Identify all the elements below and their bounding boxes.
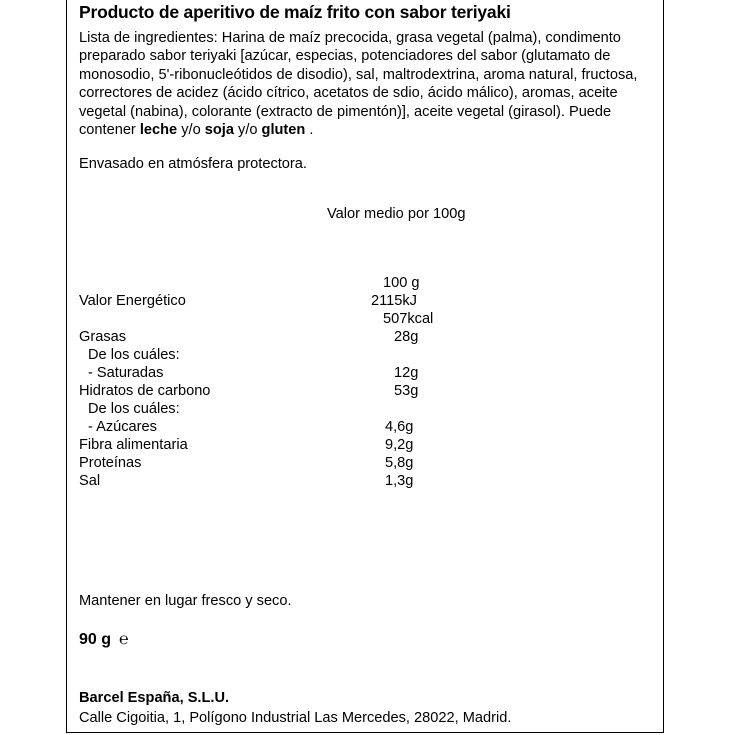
carbs-value: 53g xyxy=(394,383,419,399)
allergen-separator: y/o xyxy=(177,122,205,139)
nutrition-column-header: 100 g xyxy=(383,275,420,291)
fat-value: 28g xyxy=(394,329,419,345)
sugars-label: - Azúcares xyxy=(88,419,157,435)
energy-kj-value: 2115kJ xyxy=(371,293,417,309)
packaging-note: Envasado en atmósfera protectora. xyxy=(79,156,307,172)
ingredients-list xyxy=(79,29,659,139)
protein-value: 5,8g xyxy=(385,455,414,471)
product-title: Producto de aperitivo de maíz frito con sabor teriyaki xyxy=(79,2,511,22)
energy-kcal-value: 507kcal xyxy=(383,311,434,327)
energy-label: Valor Energético xyxy=(79,293,186,309)
fiber-value: 9,2g xyxy=(385,437,414,453)
salt-label: Sal xyxy=(79,473,101,489)
saturated-label: - Saturadas xyxy=(88,365,164,381)
nutrition-header: Valor medio por 100g xyxy=(327,206,466,222)
allergen-separator: y/o xyxy=(233,122,262,139)
carbs-label: Hidratos de carbono xyxy=(79,383,211,399)
company-name: Barcel España, S.L.U. xyxy=(79,690,230,706)
salt-value: 1,3g xyxy=(385,473,414,489)
company-address: Calle Cigoitia, 1, Polígono Industrial Las Mercedes, 28022, Madrid. xyxy=(79,710,512,726)
fiber-label: Fibra alimentaria xyxy=(79,437,188,453)
allergen-milk: leche xyxy=(139,122,178,139)
fat-label: Grasas xyxy=(79,329,127,345)
allergen-soy: soja xyxy=(204,122,234,139)
storage-instructions: Mantener en lugar fresco y seco. xyxy=(79,593,292,609)
sugars-value: 4,6g xyxy=(385,419,414,435)
net-weight: 90 g xyxy=(79,631,112,648)
saturated-value: 12g xyxy=(394,365,419,381)
allergen-gluten: gluten xyxy=(261,122,306,139)
protein-label: Proteínas xyxy=(79,455,142,471)
carbs-of-which-label: De los cuáles: xyxy=(88,401,180,417)
estimated-sign-icon: ℮ xyxy=(119,631,129,648)
fat-of-which-label: De los cuáles: xyxy=(88,347,180,363)
ingredients-text: Lista de ingredientes: Harina de maíz precocida, grasa vegetal (palma), condimento preparado sabor teriyaki [azúcar, especias, potenciadores del sabor (glutamato de monosodio, 5'-ribonucleótidos de disodio), sal, maltrodextrina, aroma natural, fructosa, correctores de acidez (ácido cítrico, acetatos de sdio, ácido málico), aromas, aceite vegetal (nabina), colorante (extracto de pimentón)], aceite vegetal (girasol). Puede contener xyxy=(79,30,638,139)
ingredients-end: . xyxy=(305,122,314,139)
